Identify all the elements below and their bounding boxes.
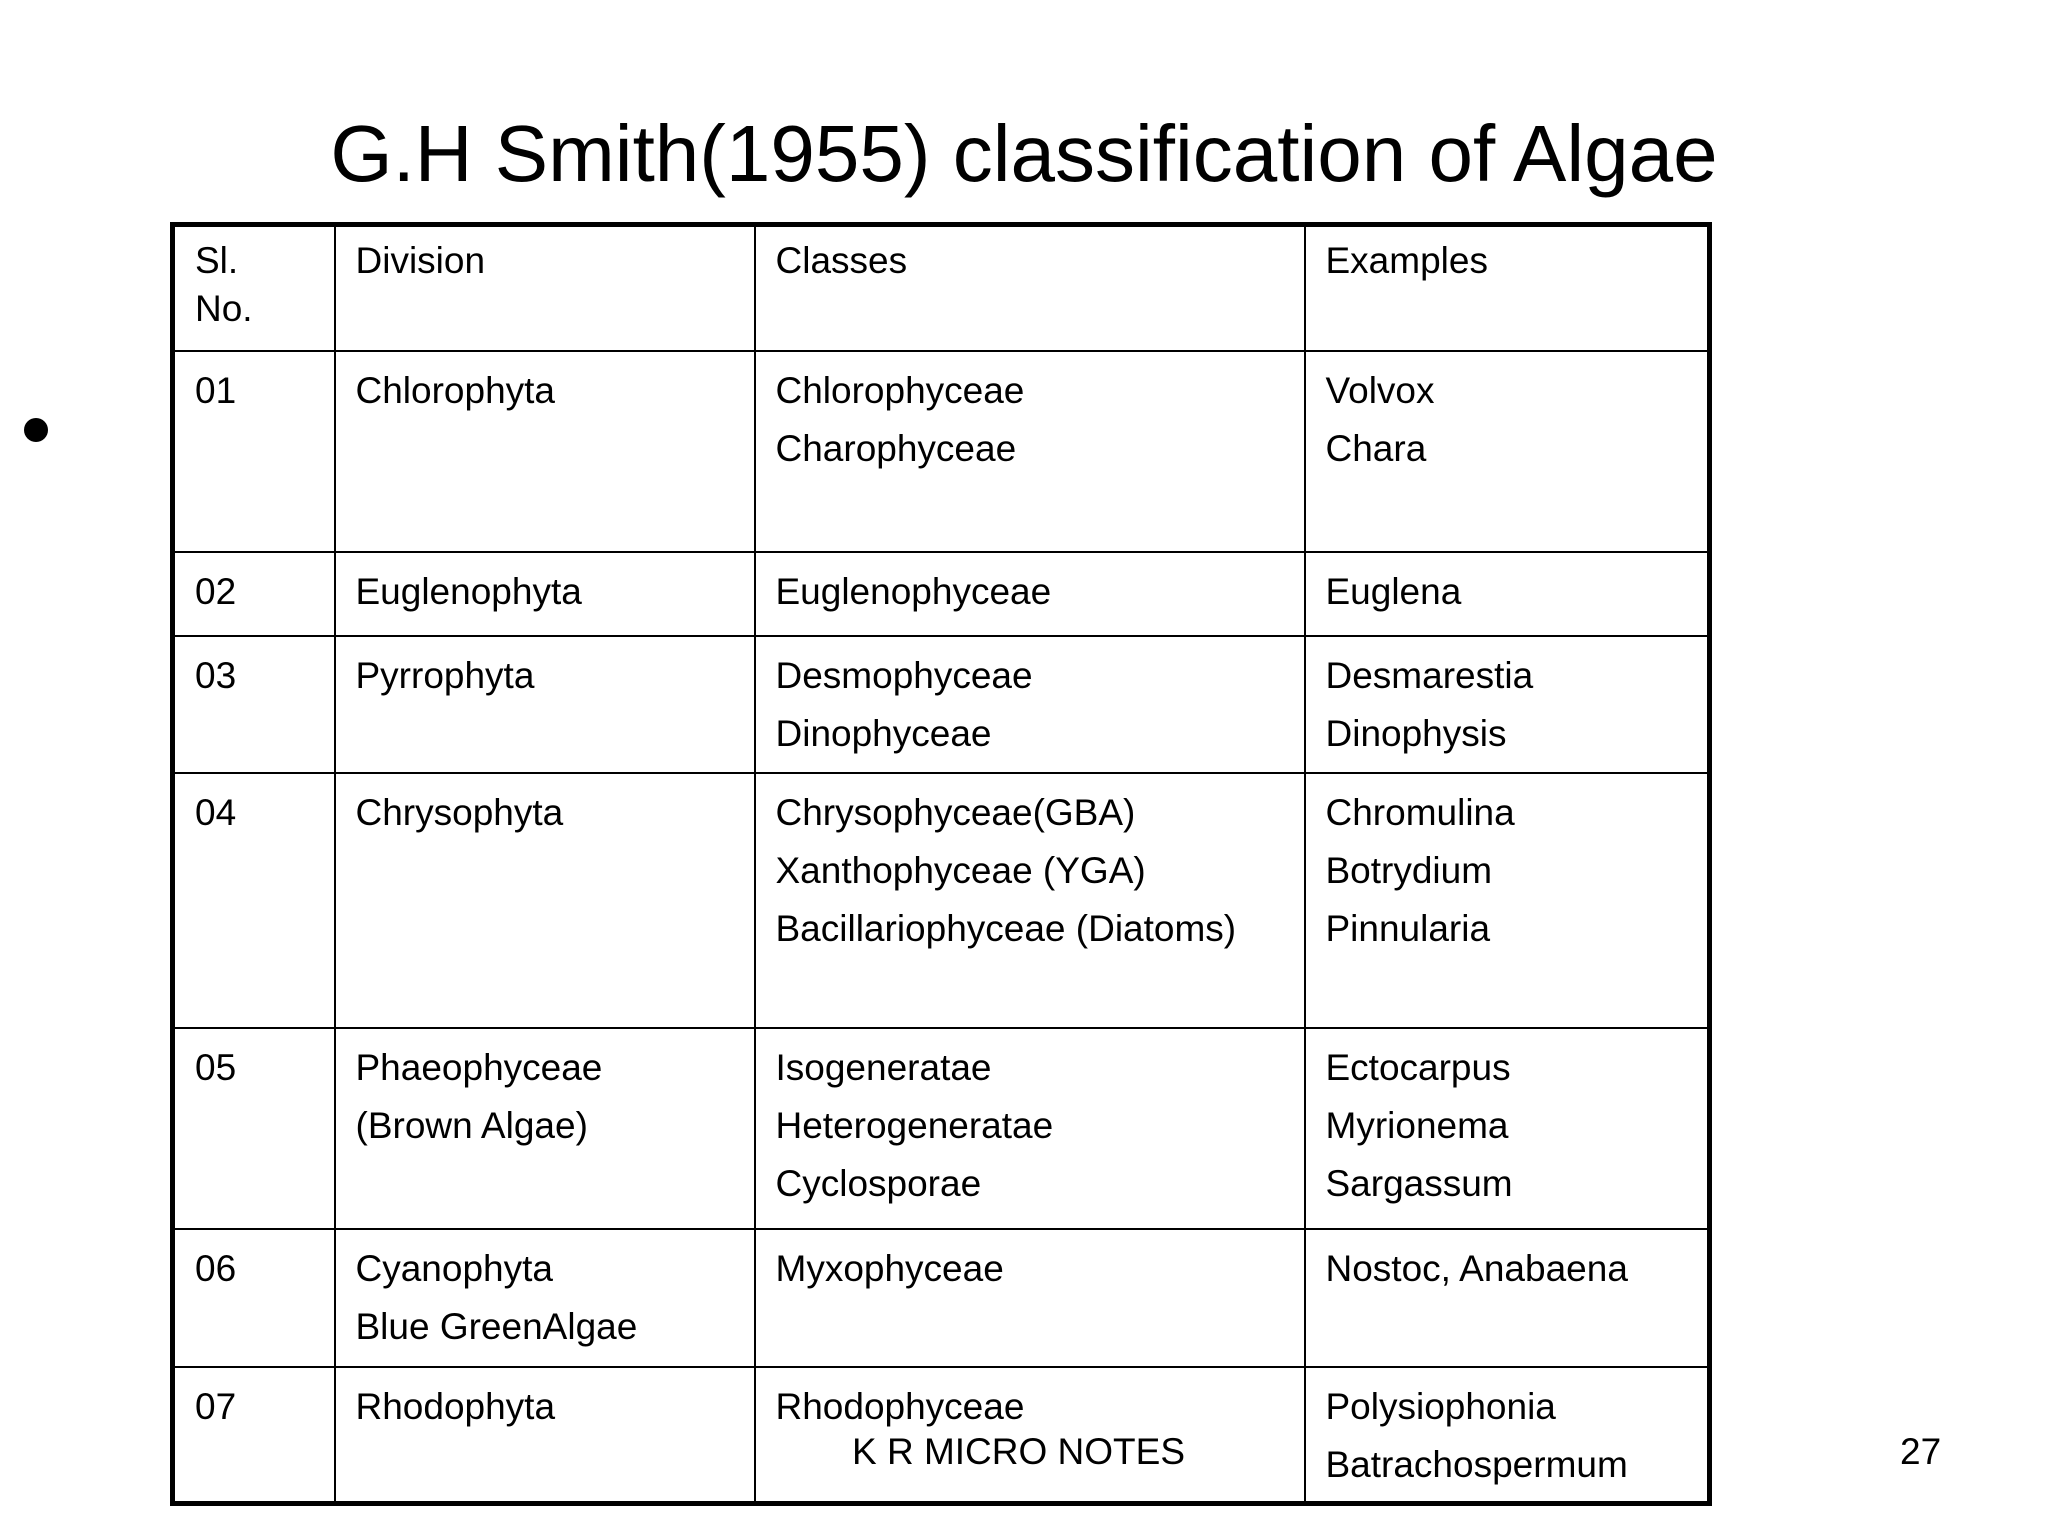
cell-sl: 04 bbox=[173, 773, 335, 1028]
example-line: Chara bbox=[1325, 427, 1427, 469]
class-line: Heterogeneratae bbox=[775, 1104, 1054, 1146]
cell-sl: 01 bbox=[173, 351, 335, 552]
table-row bbox=[173, 773, 1710, 1028]
example-line: Polysiophonia bbox=[1325, 1385, 1556, 1427]
division-line: Rhodophyta bbox=[355, 1385, 556, 1427]
cell-classes bbox=[755, 773, 1305, 1028]
division-line: Euglenophyta bbox=[355, 570, 582, 612]
header-sl-no bbox=[173, 225, 335, 351]
class-line: Chlorophyceae bbox=[775, 369, 1025, 411]
division-line: Pyrrophyta bbox=[355, 654, 535, 696]
division-line: Blue GreenAlgae bbox=[355, 1305, 638, 1347]
table-header-row bbox=[173, 225, 1710, 351]
class-line: Chrysophyceae(GBA) bbox=[775, 791, 1136, 833]
class-line: Myxophyceae bbox=[775, 1247, 1004, 1289]
cell-sl: 02 bbox=[173, 552, 335, 636]
cell-sl: 06 bbox=[173, 1229, 335, 1367]
example-line: Batrachospermum bbox=[1325, 1443, 1628, 1485]
example-line: Sargassum bbox=[1325, 1162, 1513, 1204]
cell-division bbox=[335, 351, 755, 552]
table-row bbox=[173, 552, 1710, 636]
example-line: Myrionema bbox=[1325, 1104, 1509, 1146]
cell-classes bbox=[755, 552, 1305, 636]
header-sl-line: Sl. bbox=[195, 240, 239, 281]
cell-classes bbox=[755, 351, 1305, 552]
header-examples: Examples bbox=[1305, 225, 1710, 351]
cell-examples bbox=[1305, 351, 1710, 552]
division-line: Phaeophyceae bbox=[355, 1046, 603, 1088]
cell-division bbox=[335, 1229, 755, 1367]
example-line: Euglena bbox=[1325, 570, 1462, 612]
class-line: Bacillariophyceae (Diatoms) bbox=[775, 907, 1237, 949]
division-line: Cyanophyta bbox=[355, 1247, 553, 1289]
header-classes: Classes bbox=[755, 225, 1305, 351]
class-line: Rhodophyceae bbox=[775, 1385, 1025, 1427]
class-line: Isogeneratae bbox=[775, 1046, 992, 1088]
cell-examples bbox=[1305, 773, 1710, 1028]
example-line: Pinnularia bbox=[1325, 907, 1491, 949]
cell-sl: 07 bbox=[173, 1367, 335, 1504]
slide-title: G.H Smith(1955) classification of Algae bbox=[330, 109, 1718, 198]
cell-division bbox=[335, 773, 755, 1028]
class-line: Euglenophyceae bbox=[775, 570, 1052, 612]
cell-examples bbox=[1305, 1367, 1710, 1504]
cell-examples bbox=[1305, 1229, 1710, 1367]
page-number: 27 bbox=[1900, 1431, 1942, 1472]
division-line: Chrysophyta bbox=[355, 791, 564, 833]
cell-division bbox=[335, 636, 755, 773]
division-line: (Brown Algae) bbox=[355, 1104, 588, 1146]
example-line: Botrydium bbox=[1325, 849, 1493, 891]
class-line: Xanthophyceae (YGA) bbox=[775, 849, 1146, 891]
cell-classes bbox=[755, 636, 1305, 773]
table-row bbox=[173, 351, 1710, 552]
cell-examples bbox=[1305, 1028, 1710, 1229]
example-line: Nostoc, Anabaena bbox=[1325, 1247, 1628, 1289]
class-line: Dinophyceae bbox=[775, 712, 992, 754]
cell-division bbox=[335, 552, 755, 636]
table-row bbox=[173, 1229, 1710, 1367]
example-line: Desmarestia bbox=[1325, 654, 1534, 696]
example-line: Ectocarpus bbox=[1325, 1046, 1511, 1088]
example-line: Chromulina bbox=[1325, 791, 1515, 833]
bullet-point bbox=[24, 418, 48, 442]
classification-table bbox=[170, 222, 1712, 1506]
class-line: Desmophyceae bbox=[775, 654, 1033, 696]
cell-classes bbox=[755, 1229, 1305, 1367]
header-division: Division bbox=[335, 225, 755, 351]
class-line: Charophyceae bbox=[775, 427, 1017, 469]
cell-sl: 03 bbox=[173, 636, 335, 773]
cell-examples bbox=[1305, 636, 1710, 773]
cell-examples bbox=[1305, 552, 1710, 636]
cell-sl: 05 bbox=[173, 1028, 335, 1229]
cell-classes bbox=[755, 1028, 1305, 1229]
cell-division bbox=[335, 1367, 755, 1504]
header-no-line: No. bbox=[195, 288, 253, 329]
footer-watermark-text: K R MICRO NOTES bbox=[852, 1431, 1186, 1472]
class-line: Cyclosporae bbox=[775, 1162, 982, 1204]
table-row bbox=[173, 636, 1710, 773]
table-row bbox=[173, 1028, 1710, 1229]
example-line: Volvox bbox=[1325, 369, 1435, 411]
division-line: Chlorophyta bbox=[355, 369, 556, 411]
cell-division bbox=[335, 1028, 755, 1229]
example-line: Dinophysis bbox=[1325, 712, 1507, 754]
